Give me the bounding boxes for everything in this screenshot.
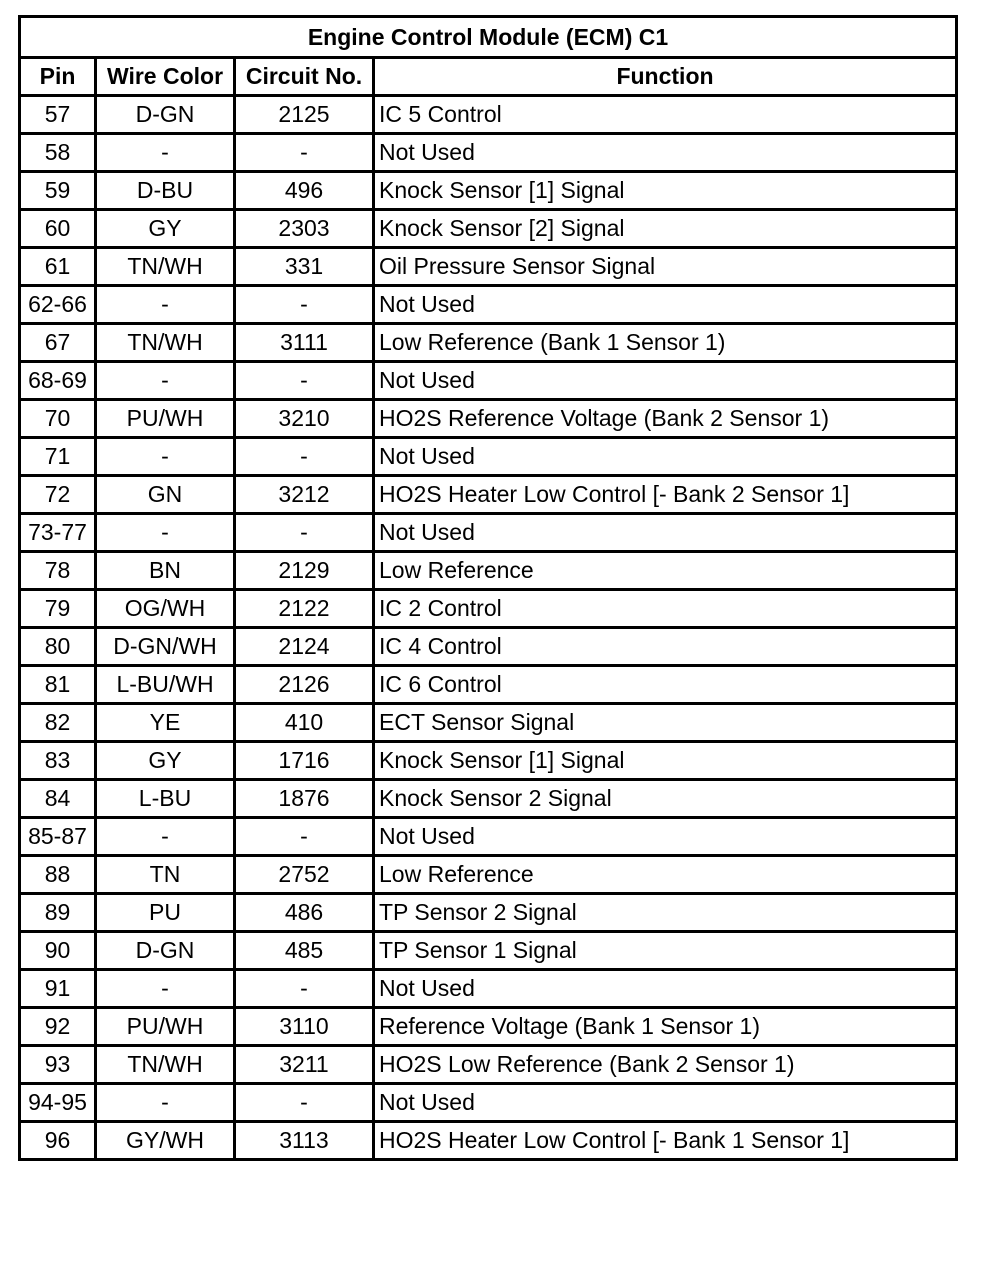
table-row xyxy=(20,1008,957,1046)
function-cell: HO2S Heater Low Control [- Bank 2 Sensor 1] xyxy=(374,476,957,514)
wire-color-cell: GY/WH xyxy=(96,1122,235,1160)
wire-color-cell: - xyxy=(96,818,235,856)
function-cell: Not Used xyxy=(374,438,957,476)
table-row xyxy=(20,210,957,248)
circuit-no-cell: - xyxy=(235,134,374,172)
pin-cell: 70 xyxy=(20,400,96,438)
wire-color-cell: GN xyxy=(96,476,235,514)
pin-cell: 61 xyxy=(20,248,96,286)
table-row xyxy=(20,400,957,438)
table-row xyxy=(20,476,957,514)
circuit-no-cell: 485 xyxy=(235,932,374,970)
table-body xyxy=(20,96,957,1160)
wire-color-cell: - xyxy=(96,970,235,1008)
circuit-no-cell: - xyxy=(235,818,374,856)
wire-color-cell: - xyxy=(96,286,235,324)
pin-cell: 91 xyxy=(20,970,96,1008)
wire-color-cell: D-GN xyxy=(96,96,235,134)
wire-color-cell: - xyxy=(96,514,235,552)
function-cell: Knock Sensor 2 Signal xyxy=(374,780,957,818)
function-cell: HO2S Reference Voltage (Bank 2 Sensor 1) xyxy=(374,400,957,438)
pin-cell: 72 xyxy=(20,476,96,514)
wire-color-cell: TN/WH xyxy=(96,324,235,362)
pin-cell: 90 xyxy=(20,932,96,970)
table-row xyxy=(20,742,957,780)
pin-cell: 73-77 xyxy=(20,514,96,552)
pin-cell: 88 xyxy=(20,856,96,894)
function-cell: HO2S Heater Low Control [- Bank 1 Sensor 1] xyxy=(374,1122,957,1160)
wire-color-cell: GY xyxy=(96,742,235,780)
table-row xyxy=(20,362,957,400)
pin-cell: 79 xyxy=(20,590,96,628)
function-cell: Not Used xyxy=(374,818,957,856)
wire-color-cell: BN xyxy=(96,552,235,590)
function-cell: ECT Sensor Signal xyxy=(374,704,957,742)
wire-color-cell: TN xyxy=(96,856,235,894)
table-row xyxy=(20,248,957,286)
header-wire-color: Wire Color xyxy=(96,58,235,96)
circuit-no-cell: 3110 xyxy=(235,1008,374,1046)
header-pin: Pin xyxy=(20,58,96,96)
pin-cell: 85-87 xyxy=(20,818,96,856)
pin-cell: 68-69 xyxy=(20,362,96,400)
pin-cell: 59 xyxy=(20,172,96,210)
wire-color-cell: TN/WH xyxy=(96,248,235,286)
pin-cell: 57 xyxy=(20,96,96,134)
pin-cell: 60 xyxy=(20,210,96,248)
table-row xyxy=(20,590,957,628)
circuit-no-cell: 486 xyxy=(235,894,374,932)
table-row xyxy=(20,324,957,362)
wire-color-cell: GY xyxy=(96,210,235,248)
table-title: Engine Control Module (ECM) C1 xyxy=(20,17,957,58)
wire-color-cell: - xyxy=(96,438,235,476)
table-row xyxy=(20,970,957,1008)
function-cell: Not Used xyxy=(374,134,957,172)
function-cell: Knock Sensor [1] Signal xyxy=(374,742,957,780)
circuit-no-cell: - xyxy=(235,970,374,1008)
circuit-no-cell: 2752 xyxy=(235,856,374,894)
wire-color-cell: L-BU xyxy=(96,780,235,818)
pinout-table xyxy=(18,15,958,1161)
wire-color-cell: TN/WH xyxy=(96,1046,235,1084)
circuit-no-cell: 3113 xyxy=(235,1122,374,1160)
table-row xyxy=(20,1046,957,1084)
wire-color-cell: PU/WH xyxy=(96,1008,235,1046)
circuit-no-cell: 496 xyxy=(235,172,374,210)
table-row xyxy=(20,666,957,704)
function-cell: TP Sensor 2 Signal xyxy=(374,894,957,932)
function-cell: Not Used xyxy=(374,1084,957,1122)
function-cell: Low Reference xyxy=(374,856,957,894)
table-row xyxy=(20,856,957,894)
table-title-row xyxy=(20,17,957,58)
table-row xyxy=(20,552,957,590)
wire-color-cell: - xyxy=(96,1084,235,1122)
wire-color-cell: YE xyxy=(96,704,235,742)
function-cell: Low Reference (Bank 1 Sensor 1) xyxy=(374,324,957,362)
header-function: Function xyxy=(374,58,957,96)
table-row xyxy=(20,1122,957,1160)
function-cell: Low Reference xyxy=(374,552,957,590)
function-cell: Not Used xyxy=(374,286,957,324)
table-row xyxy=(20,932,957,970)
pin-cell: 93 xyxy=(20,1046,96,1084)
wire-color-cell: PU/WH xyxy=(96,400,235,438)
pin-cell: 94-95 xyxy=(20,1084,96,1122)
circuit-no-cell: - xyxy=(235,362,374,400)
wire-color-cell: D-GN xyxy=(96,932,235,970)
table-row xyxy=(20,894,957,932)
function-cell: Knock Sensor [1] Signal xyxy=(374,172,957,210)
circuit-no-cell: 2126 xyxy=(235,666,374,704)
pin-cell: 82 xyxy=(20,704,96,742)
circuit-no-cell: 2124 xyxy=(235,628,374,666)
pin-cell: 78 xyxy=(20,552,96,590)
pin-cell: 58 xyxy=(20,134,96,172)
pin-cell: 83 xyxy=(20,742,96,780)
table-row xyxy=(20,286,957,324)
wire-color-cell: - xyxy=(96,362,235,400)
pin-cell: 84 xyxy=(20,780,96,818)
function-cell: IC 6 Control xyxy=(374,666,957,704)
circuit-no-cell: 3212 xyxy=(235,476,374,514)
table-row xyxy=(20,134,957,172)
table-row xyxy=(20,96,957,134)
function-cell: Not Used xyxy=(374,970,957,1008)
circuit-no-cell: 1876 xyxy=(235,780,374,818)
circuit-no-cell: 2122 xyxy=(235,590,374,628)
pin-cell: 81 xyxy=(20,666,96,704)
table-row xyxy=(20,514,957,552)
wire-color-cell: - xyxy=(96,134,235,172)
circuit-no-cell: - xyxy=(235,1084,374,1122)
function-cell: Reference Voltage (Bank 1 Sensor 1) xyxy=(374,1008,957,1046)
function-cell: Knock Sensor [2] Signal xyxy=(374,210,957,248)
circuit-no-cell: 2129 xyxy=(235,552,374,590)
pin-cell: 80 xyxy=(20,628,96,666)
table-row xyxy=(20,1084,957,1122)
wire-color-cell: D-BU xyxy=(96,172,235,210)
table-header-row xyxy=(20,58,957,96)
circuit-no-cell: 2125 xyxy=(235,96,374,134)
function-cell: Not Used xyxy=(374,362,957,400)
circuit-no-cell: - xyxy=(235,514,374,552)
wire-color-cell: PU xyxy=(96,894,235,932)
circuit-no-cell: 2303 xyxy=(235,210,374,248)
circuit-no-cell: 3210 xyxy=(235,400,374,438)
pin-cell: 89 xyxy=(20,894,96,932)
circuit-no-cell: - xyxy=(235,286,374,324)
circuit-no-cell: - xyxy=(235,438,374,476)
table-row xyxy=(20,172,957,210)
wire-color-cell: D-GN/WH xyxy=(96,628,235,666)
circuit-no-cell: 410 xyxy=(235,704,374,742)
wire-color-cell: L-BU/WH xyxy=(96,666,235,704)
pin-cell: 96 xyxy=(20,1122,96,1160)
circuit-no-cell: 3111 xyxy=(235,324,374,362)
function-cell: HO2S Low Reference (Bank 2 Sensor 1) xyxy=(374,1046,957,1084)
function-cell: IC 5 Control xyxy=(374,96,957,134)
function-cell: IC 2 Control xyxy=(374,590,957,628)
circuit-no-cell: 1716 xyxy=(235,742,374,780)
table-row xyxy=(20,628,957,666)
table-row xyxy=(20,438,957,476)
pin-cell: 62-66 xyxy=(20,286,96,324)
wire-color-cell: OG/WH xyxy=(96,590,235,628)
function-cell: Oil Pressure Sensor Signal xyxy=(374,248,957,286)
circuit-no-cell: 331 xyxy=(235,248,374,286)
function-cell: IC 4 Control xyxy=(374,628,957,666)
table-row xyxy=(20,704,957,742)
function-cell: TP Sensor 1 Signal xyxy=(374,932,957,970)
pin-cell: 92 xyxy=(20,1008,96,1046)
pin-cell: 67 xyxy=(20,324,96,362)
table-row xyxy=(20,818,957,856)
function-cell: Not Used xyxy=(374,514,957,552)
circuit-no-cell: 3211 xyxy=(235,1046,374,1084)
pin-cell: 71 xyxy=(20,438,96,476)
header-circuit-no: Circuit No. xyxy=(235,58,374,96)
table-row xyxy=(20,780,957,818)
